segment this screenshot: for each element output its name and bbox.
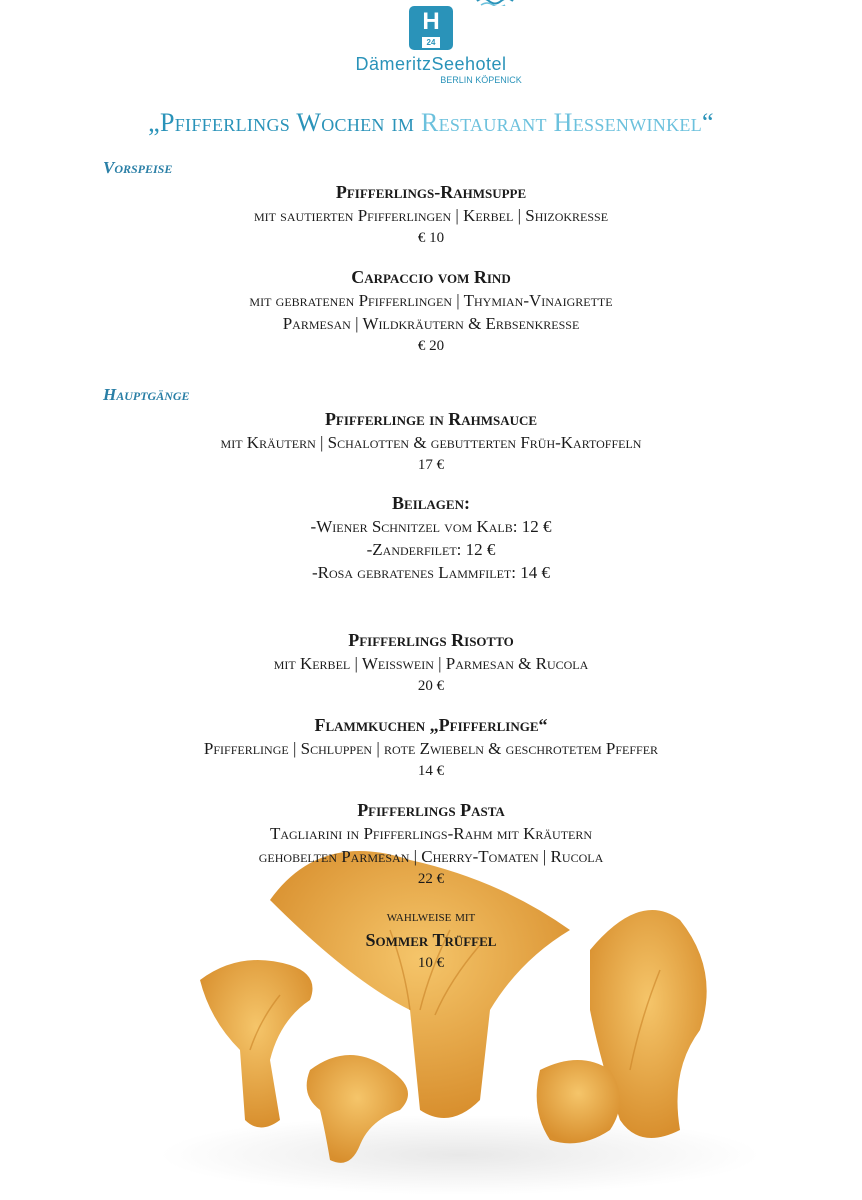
logo-number: 24 bbox=[422, 37, 440, 48]
dish-carpaccio bbox=[0, 266, 862, 357]
dish-name: Pfifferlings-Rahmsuppe bbox=[335, 182, 527, 202]
dish-description: Tagliarini in Pfifferlings-Rahm mit Kräutern bbox=[269, 824, 593, 843]
dish-pasta bbox=[0, 799, 862, 890]
logo-letter: H bbox=[422, 8, 440, 35]
dish-price: 22 € bbox=[417, 871, 445, 887]
dish-beilagen bbox=[0, 492, 862, 584]
dish-price: 17 € bbox=[417, 457, 445, 473]
dish-description: mit gebratenen Pfifferlingen | Thymian-Vinaigrette bbox=[249, 291, 613, 310]
section-mains: Hauptgänge bbox=[103, 385, 190, 404]
section-starter: Vorspeise bbox=[103, 158, 173, 177]
dish-name: Carpaccio vom Rind bbox=[351, 267, 511, 287]
dish-name: Flammkuchen „Pfifferlinge“ bbox=[314, 715, 548, 735]
side-item: -Zanderfilet: 12 € bbox=[366, 540, 496, 559]
dish-name: Pfifferlings Pasta bbox=[357, 800, 505, 820]
dish-price: € 10 bbox=[417, 230, 445, 246]
dish-prefix: wahlweise mit bbox=[386, 909, 476, 925]
logo-name: DämeritzSeehotel bbox=[355, 54, 507, 74]
dish-description: Parmesan | Wildkräutern & Erbsenkresse bbox=[282, 314, 580, 333]
dish-rahmsauce bbox=[0, 408, 862, 476]
logo-tagline: BERLIN KÖPENICK bbox=[440, 75, 522, 85]
title-part3: “ bbox=[702, 108, 714, 137]
dish-price: 14 € bbox=[417, 763, 445, 779]
side-item: -Rosa gebratenes Lammfilet: 14 € bbox=[312, 563, 550, 582]
dish-name: Pfifferlinge in Rahmsauce bbox=[324, 409, 538, 429]
dish-rahmsuppe bbox=[0, 181, 862, 249]
wave-icon bbox=[475, 0, 515, 6]
dish-description: mit Kerbel | Weisswein | Parmesan & Rucola bbox=[273, 654, 589, 673]
page-title bbox=[0, 108, 862, 138]
logo-mark bbox=[409, 6, 453, 50]
title-part2: Restaurant Hessenwinkel bbox=[420, 108, 702, 137]
dish-description: mit Kräutern | Schalotten & gebutterten Früh-Kartoffeln bbox=[220, 433, 642, 452]
dish-name: Beilagen: bbox=[392, 493, 470, 513]
hotel-logo bbox=[0, 6, 862, 85]
dish-description: mit sautierten Pfifferlingen | Kerbel | Shizokresse bbox=[253, 206, 609, 225]
title-part1: „Pfifferlings Wochen im bbox=[148, 108, 421, 137]
side-item: -Wiener Schnitzel vom Kalb: 12 € bbox=[310, 517, 552, 536]
dish-truffle bbox=[0, 906, 862, 974]
dish-price: 20 € bbox=[417, 678, 445, 694]
dish-description: gehobelten Parmesan | Cherry-Tomaten | Rucola bbox=[258, 847, 604, 866]
dish-price: € 20 bbox=[417, 338, 445, 354]
dish-price: 10 € bbox=[417, 955, 445, 971]
dish-risotto bbox=[0, 629, 862, 697]
dish-description: Pfifferlinge | Schluppen | rote Zwiebeln & geschrotetem Pfeffer bbox=[203, 739, 659, 758]
dish-name: Pfifferlings Risotto bbox=[348, 630, 514, 650]
dish-name: Sommer Trüffel bbox=[365, 930, 497, 950]
